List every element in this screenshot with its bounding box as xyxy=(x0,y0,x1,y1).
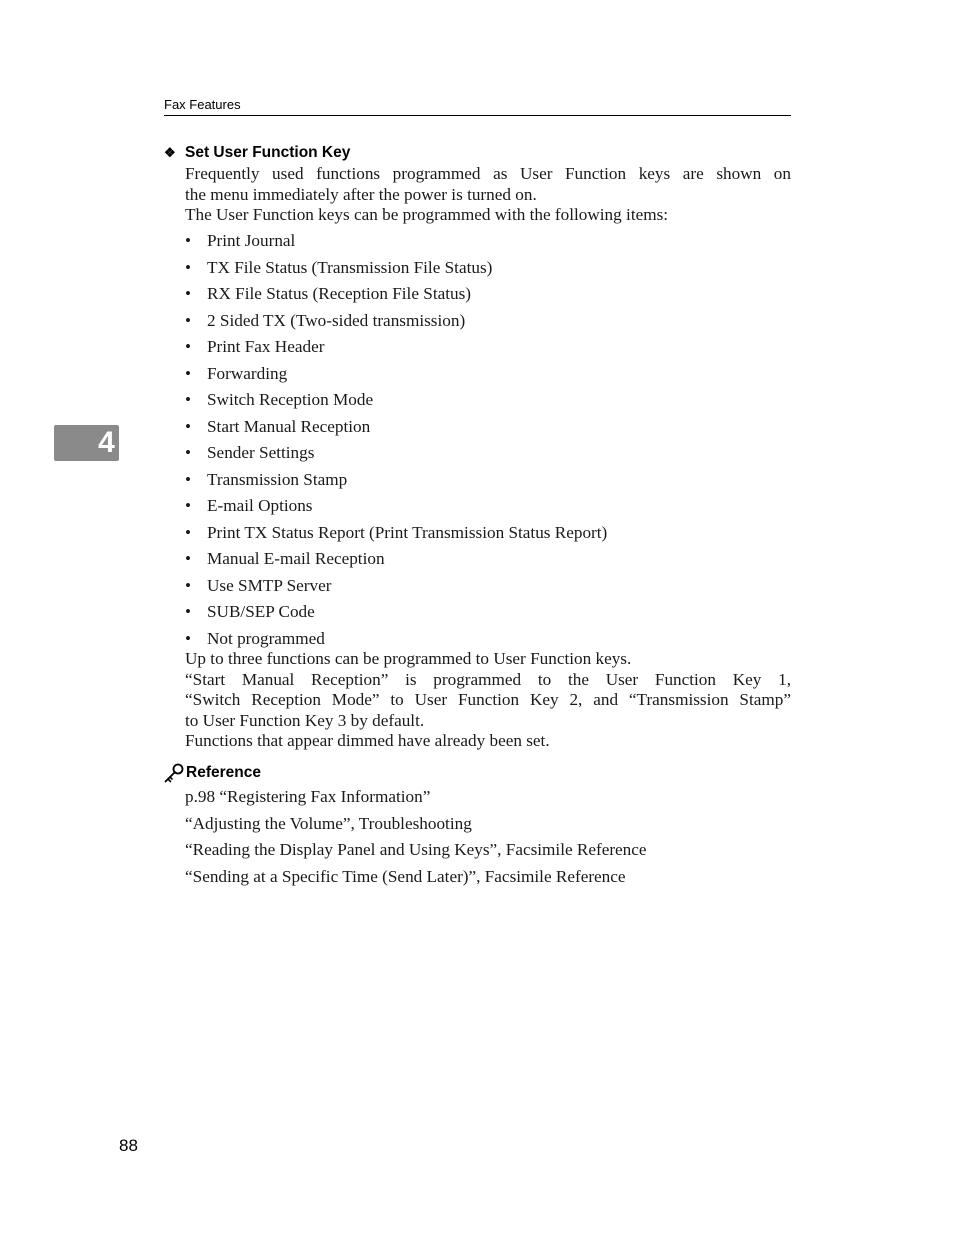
list-item xyxy=(185,283,607,310)
list-item-label: Start Manual Reception xyxy=(207,416,371,436)
list-item xyxy=(185,469,607,496)
after-line: to User Function Key 3 by default. xyxy=(185,710,425,730)
after-line: “Start Manual Reception” is programmed to the User Function Key 1, xyxy=(185,669,791,689)
intro-text xyxy=(185,164,791,226)
header-title: Fax Features xyxy=(164,97,241,112)
section-title: Set User Function Key xyxy=(185,144,351,161)
bullet-icon: • xyxy=(185,337,192,356)
list-item xyxy=(185,363,607,390)
after-line: Up to three functions can be programmed to User Function keys. xyxy=(185,649,632,668)
list-item-label: Not programmed xyxy=(207,628,325,648)
list-item xyxy=(185,389,607,416)
intro-line: the menu immediately after the power is turned on. xyxy=(185,184,537,204)
after-list-text xyxy=(185,649,791,752)
list-item-label: 2 Sided TX (Two-sided transmission) xyxy=(207,310,466,330)
list-item-label: SUB/SEP Code xyxy=(207,602,315,621)
intro-line: Frequently used functions programmed as User Function keys are shown on xyxy=(185,164,791,183)
chapter-number: 4 xyxy=(98,426,115,459)
reference-title: Reference xyxy=(186,764,261,781)
list-item-label: RX File Status (Reception File Status) xyxy=(207,284,472,303)
list-item-label: TX File Status (Transmission File Status) xyxy=(207,257,493,277)
list-item xyxy=(185,548,607,575)
list-item-label: Manual E-mail Reception xyxy=(207,549,385,568)
reference-item: p.98 “Registering Fax Information” xyxy=(185,787,431,806)
list-item xyxy=(185,601,607,628)
running-header xyxy=(164,96,791,116)
list-item xyxy=(185,575,607,602)
bullet-icon: • xyxy=(185,363,192,383)
list-item-label: Print TX Status Report (Print Transmission Status Report) xyxy=(207,522,608,542)
bullet-icon: • xyxy=(185,602,192,621)
list-item-label: Switch Reception Mode xyxy=(207,390,374,409)
list-item xyxy=(185,495,607,522)
chapter-tab xyxy=(54,425,119,461)
reference-heading xyxy=(163,762,261,784)
diamond-bullet-icon: ❖ xyxy=(164,145,176,160)
bullet-icon: • xyxy=(185,496,192,515)
bullet-icon: • xyxy=(185,575,192,595)
after-line: “Switch Reception Mode” to User Function Key 2, and “Transmission Stamp” xyxy=(185,690,791,709)
reference-list xyxy=(185,784,647,890)
list-item xyxy=(185,310,607,337)
bullet-icon: • xyxy=(185,390,192,409)
list-item-label: Transmission Stamp xyxy=(207,469,348,489)
bullet-icon: • xyxy=(185,522,192,542)
reference-item: “Reading the Display Panel and Using Keys”, Facsimile Reference xyxy=(185,840,647,859)
bullet-icon: • xyxy=(185,628,192,648)
list-item-label: Sender Settings xyxy=(207,443,315,462)
list-item-label: Use SMTP Server xyxy=(207,575,332,595)
list-item-label: Forwarding xyxy=(207,363,288,383)
bullet-icon: • xyxy=(185,443,192,462)
reference-item: “Adjusting the Volume”, Troubleshooting xyxy=(185,813,472,833)
list-item xyxy=(185,230,607,257)
list-item xyxy=(185,336,607,363)
after-line: Functions that appear dimmed have already been set. xyxy=(185,731,550,750)
page-number: 88 xyxy=(119,1136,138,1155)
function-item-list xyxy=(185,230,607,654)
list-item-label: E-mail Options xyxy=(207,496,313,515)
bullet-icon: • xyxy=(185,284,192,303)
list-item xyxy=(185,442,607,469)
list-item xyxy=(185,522,607,549)
section-heading xyxy=(164,143,350,163)
list-item-label: Print Fax Header xyxy=(207,337,325,356)
list-item-label: Print Journal xyxy=(207,231,296,250)
bullet-icon: • xyxy=(185,416,192,436)
intro-line: The User Function keys can be programmed with the following items: xyxy=(185,205,669,224)
bullet-icon: • xyxy=(185,549,192,568)
bullet-icon: • xyxy=(185,469,192,489)
key-icon xyxy=(163,762,185,784)
list-item xyxy=(185,257,607,284)
reference-item: “Sending at a Specific Time (Send Later)”, Facsimile Reference xyxy=(185,866,626,886)
bullet-icon: • xyxy=(185,310,192,330)
bullet-icon: • xyxy=(185,257,192,277)
bullet-icon: • xyxy=(185,231,192,250)
list-item xyxy=(185,416,607,443)
